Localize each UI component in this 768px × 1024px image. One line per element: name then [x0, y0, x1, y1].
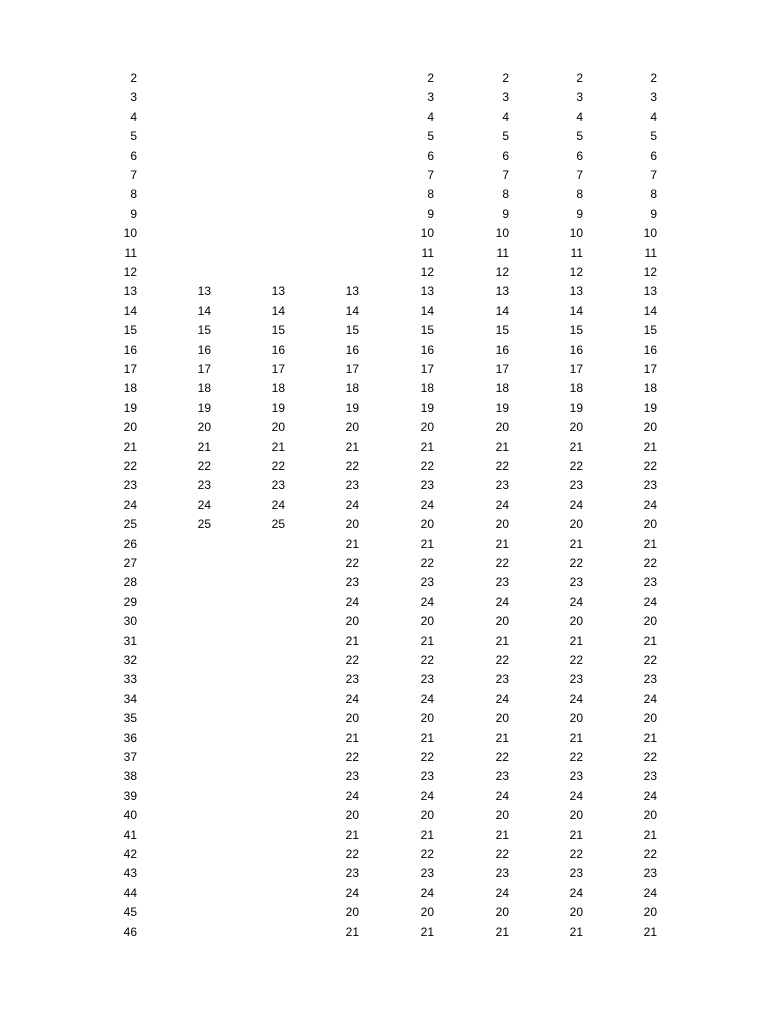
- table-cell: 23: [420, 769, 434, 784]
- table-cell: 13: [495, 284, 509, 299]
- table-cell: 23: [420, 478, 434, 493]
- table-cell: 22: [420, 750, 434, 764]
- table-cell: 23: [123, 478, 137, 493]
- table-cell: 11: [644, 245, 657, 260]
- table-cell: 24: [569, 594, 583, 609]
- table-cell: 3: [650, 90, 657, 105]
- table-cell: 23: [643, 769, 657, 784]
- table-cell: 20: [643, 905, 657, 920]
- table-cell: 6: [502, 148, 509, 163]
- table-cell: 22: [495, 847, 509, 861]
- table-cell: 15: [123, 323, 137, 338]
- table-cell: 21: [420, 827, 434, 842]
- table-cell: 10: [643, 226, 657, 241]
- table-cell: 24: [569, 885, 583, 900]
- table-cell: 20: [420, 614, 434, 629]
- table-cell: 16: [271, 342, 285, 357]
- table-cell: 44: [123, 885, 137, 900]
- table-cell: 23: [345, 769, 359, 784]
- table-cell: 40: [123, 808, 137, 823]
- table-cell: 27: [123, 556, 137, 570]
- table-cell: 20: [345, 517, 359, 532]
- table-cell: 24: [345, 788, 359, 803]
- table-cell: 22: [643, 750, 657, 764]
- table-cell: 22: [197, 459, 211, 473]
- table-cell: 25: [123, 517, 137, 532]
- table-cell: 19: [197, 400, 211, 415]
- table-cell: 21: [495, 730, 509, 745]
- table-cell: 7: [427, 168, 434, 182]
- table-cell: 5: [427, 129, 434, 144]
- table-cell: 24: [420, 691, 434, 706]
- table-cell: 10: [123, 226, 137, 241]
- table-cell: 43: [123, 866, 137, 881]
- table-cell: 16: [495, 342, 509, 357]
- table-cell: 5: [130, 129, 137, 144]
- table-cell: 10: [495, 226, 509, 241]
- table-cell: 23: [345, 478, 359, 493]
- table-cell: 2: [427, 71, 434, 85]
- table-cell: 19: [345, 400, 359, 415]
- table-cell: 18: [345, 381, 359, 396]
- table-cell: 21: [495, 633, 509, 648]
- table-cell: 24: [643, 788, 657, 803]
- table-cell: 38: [123, 769, 137, 784]
- table-cell: 21: [345, 730, 359, 745]
- table-cell: 9: [502, 206, 509, 221]
- table-cell: 12: [123, 265, 137, 279]
- table-cell: 23: [345, 866, 359, 881]
- table-cell: 20: [197, 420, 211, 435]
- table-cell: 17: [345, 362, 359, 376]
- table-cell: 10: [420, 226, 434, 241]
- table-cell: 20: [569, 808, 583, 823]
- table-cell: 23: [420, 575, 434, 590]
- table-cell: 24: [420, 885, 434, 900]
- table-cell: 7: [650, 168, 657, 182]
- table-cell: 7: [130, 168, 137, 182]
- table-cell: 20: [643, 614, 657, 629]
- table-cell: 12: [420, 265, 434, 279]
- table-cell: 4: [130, 109, 137, 124]
- table-cell: 46: [123, 924, 137, 939]
- table-cell: 17: [569, 362, 583, 376]
- table-cell: 17: [197, 362, 211, 376]
- table-cell: 18: [495, 381, 509, 396]
- table-cell: 20: [495, 420, 509, 435]
- table-cell: 6: [650, 148, 657, 163]
- table-cell: 21: [123, 439, 137, 454]
- table-cell: 30: [123, 614, 137, 629]
- table-cell: 15: [569, 323, 583, 338]
- table-cell: 11: [124, 245, 137, 260]
- table-cell: 20: [345, 905, 359, 920]
- table-cell: 4: [502, 109, 509, 124]
- table-cell: 21: [495, 827, 509, 842]
- table-cell: 24: [345, 691, 359, 706]
- table-cell: 20: [643, 420, 657, 435]
- table-cell: 24: [569, 691, 583, 706]
- table-cell: 24: [569, 788, 583, 803]
- table-cell: 12: [643, 265, 657, 279]
- table-cell: 20: [420, 905, 434, 920]
- table-cell: 8: [502, 187, 509, 202]
- table-cell: 22: [420, 653, 434, 667]
- table-cell: 16: [197, 342, 211, 357]
- table-cell: 15: [271, 323, 285, 338]
- table-cell: 22: [643, 653, 657, 667]
- table-cell: 16: [420, 342, 434, 357]
- table-cell: 5: [502, 129, 509, 144]
- table-cell: 29: [123, 594, 137, 609]
- table-cell: 4: [650, 109, 657, 124]
- table-cell: 21: [420, 730, 434, 745]
- table-cell: 3: [502, 90, 509, 105]
- table-cell: 11: [570, 245, 583, 260]
- table-cell: 5: [576, 129, 583, 144]
- table-cell: 24: [643, 691, 657, 706]
- table-cell: 35: [123, 711, 137, 726]
- table-cell: 24: [569, 497, 583, 512]
- table-cell: 22: [569, 750, 583, 764]
- table-cell: 6: [130, 148, 137, 163]
- table-cell: 22: [345, 750, 359, 764]
- table-cell: 22: [271, 459, 285, 473]
- table-cell: 24: [643, 885, 657, 900]
- table-cell: 21: [420, 924, 434, 939]
- table-cell: 17: [123, 362, 137, 376]
- table-cell: 10: [569, 226, 583, 241]
- table-cell: 23: [345, 672, 359, 687]
- table-cell: 19: [643, 400, 657, 415]
- table-cell: 19: [271, 400, 285, 415]
- table-cell: 8: [427, 187, 434, 202]
- table-cell: 22: [643, 556, 657, 570]
- table-cell: 23: [345, 575, 359, 590]
- table-cell: 37: [123, 750, 137, 764]
- table-cell: 16: [345, 342, 359, 357]
- table-cell: 14: [345, 303, 359, 318]
- table-cell: 15: [345, 323, 359, 338]
- table-cell: 20: [345, 420, 359, 435]
- table-cell: 23: [569, 866, 583, 881]
- table-cell: 21: [345, 536, 359, 551]
- table-cell: 18: [123, 381, 137, 396]
- table-cell: 21: [271, 439, 285, 454]
- table-cell: 23: [495, 672, 509, 687]
- table-cell: 20: [495, 905, 509, 920]
- table-cell: 20: [271, 420, 285, 435]
- table-cell: 7: [576, 168, 583, 182]
- table-cell: 22: [569, 459, 583, 473]
- table-cell: 21: [495, 536, 509, 551]
- table-cell: 22: [495, 556, 509, 570]
- table-cell: 23: [495, 478, 509, 493]
- table-cell: 21: [569, 439, 583, 454]
- table-cell: 16: [123, 342, 137, 357]
- table-cell: 20: [345, 808, 359, 823]
- table-cell: 20: [569, 420, 583, 435]
- table-cell: 17: [271, 362, 285, 376]
- table-cell: 22: [495, 750, 509, 764]
- table-cell: 24: [495, 788, 509, 803]
- table-cell: 20: [569, 905, 583, 920]
- table-cell: 16: [569, 342, 583, 357]
- table-cell: 24: [495, 594, 509, 609]
- table-cell: 13: [345, 284, 359, 299]
- table-cell: 13: [420, 284, 434, 299]
- table-cell: 13: [569, 284, 583, 299]
- table-cell: 24: [495, 691, 509, 706]
- table-cell: 9: [130, 206, 137, 221]
- table-cell: 15: [643, 323, 657, 338]
- table-cell: 25: [197, 517, 211, 532]
- table-cell: 15: [495, 323, 509, 338]
- table-cell: 22: [569, 847, 583, 861]
- table-cell: 18: [197, 381, 211, 396]
- table-cell: 18: [569, 381, 583, 396]
- table-cell: 25: [271, 517, 285, 532]
- table-cell: 14: [123, 303, 137, 318]
- table-cell: 21: [569, 536, 583, 551]
- table-cell: 21: [569, 924, 583, 939]
- table-cell: 24: [643, 497, 657, 512]
- table-cell: 7: [502, 168, 509, 182]
- table-cell: 24: [495, 885, 509, 900]
- table-cell: 20: [420, 420, 434, 435]
- table-cell: 20: [569, 614, 583, 629]
- table-cell: 17: [420, 362, 434, 376]
- table-cell: 20: [495, 517, 509, 532]
- table-cell: 22: [495, 459, 509, 473]
- table-cell: 24: [123, 497, 137, 512]
- table-cell: 4: [576, 109, 583, 124]
- table-cell: 18: [420, 381, 434, 396]
- table-cell: 34: [123, 691, 137, 706]
- table-cell: 8: [650, 187, 657, 202]
- table-cell: 2: [502, 71, 509, 85]
- table-cell: 22: [345, 556, 359, 570]
- table-cell: 8: [130, 187, 137, 202]
- table-cell: 24: [345, 594, 359, 609]
- table-cell: 11: [421, 245, 434, 260]
- table-cell: 23: [495, 575, 509, 590]
- table-cell: 24: [420, 594, 434, 609]
- table-cell: 20: [345, 614, 359, 629]
- table-cell: 45: [123, 905, 137, 920]
- table-cell: 13: [271, 284, 285, 299]
- table-cell: 21: [420, 633, 434, 648]
- table-cell: 15: [197, 323, 211, 338]
- table-cell: 21: [643, 730, 657, 745]
- table-cell: 23: [271, 478, 285, 493]
- table-cell: 20: [123, 420, 137, 435]
- table-cell: 39: [123, 788, 137, 803]
- table-cell: 15: [420, 323, 434, 338]
- table-cell: 3: [130, 90, 137, 105]
- table-cell: 23: [420, 866, 434, 881]
- table-cell: 21: [643, 633, 657, 648]
- table-cell: 20: [569, 711, 583, 726]
- table-cell: 23: [643, 672, 657, 687]
- table-cell: 24: [345, 497, 359, 512]
- table-cell: 14: [569, 303, 583, 318]
- table-cell: 20: [643, 517, 657, 532]
- table-cell: 12: [495, 265, 509, 279]
- table-cell: 21: [345, 633, 359, 648]
- table-cell: 21: [495, 924, 509, 939]
- table-cell: 22: [569, 556, 583, 570]
- table-cell: 8: [576, 187, 583, 202]
- table-cell: 21: [643, 439, 657, 454]
- table-cell: 41: [123, 827, 137, 842]
- table-cell: 20: [643, 711, 657, 726]
- table-cell: 20: [345, 711, 359, 726]
- table-cell: 21: [569, 730, 583, 745]
- table-cell: 14: [420, 303, 434, 318]
- table-cell: 21: [197, 439, 211, 454]
- table-cell: 3: [576, 90, 583, 105]
- table-cell: 9: [650, 206, 657, 221]
- table-cell: 2: [130, 71, 137, 85]
- table-cell: 21: [495, 439, 509, 454]
- table-cell: 5: [650, 129, 657, 144]
- table-cell: 21: [345, 924, 359, 939]
- table-cell: 4: [427, 109, 434, 124]
- table-cell: 22: [643, 847, 657, 861]
- table-cell: 17: [495, 362, 509, 376]
- table-cell: 36: [123, 730, 137, 745]
- table-cell: 21: [569, 633, 583, 648]
- table-cell: 19: [495, 400, 509, 415]
- table-cell: 24: [420, 788, 434, 803]
- table-cell: 20: [495, 614, 509, 629]
- table-cell: 22: [643, 459, 657, 473]
- table-cell: 19: [420, 400, 434, 415]
- table-cell: 22: [123, 459, 137, 473]
- table-cell: 12: [569, 265, 583, 279]
- table-cell: 32: [123, 653, 137, 667]
- table-cell: 23: [643, 478, 657, 493]
- table-cell: 13: [197, 284, 211, 299]
- table-cell: 22: [345, 653, 359, 667]
- table-cell: 21: [420, 439, 434, 454]
- table-cell: 23: [420, 672, 434, 687]
- table-cell: 23: [569, 672, 583, 687]
- table-cell: 22: [345, 847, 359, 861]
- table-cell: 20: [569, 517, 583, 532]
- table-cell: 18: [643, 381, 657, 396]
- table-cell: 21: [569, 827, 583, 842]
- table-cell: 21: [345, 439, 359, 454]
- table-cell: 16: [643, 342, 657, 357]
- table-cell: 22: [420, 556, 434, 570]
- table-cell: 20: [495, 808, 509, 823]
- table-cell: 23: [569, 769, 583, 784]
- table-cell: 24: [345, 885, 359, 900]
- table-cell: 2: [576, 71, 583, 85]
- table-cell: 9: [427, 206, 434, 221]
- table-cell: 22: [345, 459, 359, 473]
- table-cell: 13: [123, 284, 137, 299]
- table-cell: 3: [427, 90, 434, 105]
- table-cell: 2: [650, 71, 657, 85]
- table-cell: 20: [420, 808, 434, 823]
- table-cell: 23: [197, 478, 211, 493]
- table-cell: 23: [569, 575, 583, 590]
- table-cell: 23: [495, 769, 509, 784]
- table-cell: 17: [643, 362, 657, 376]
- table-cell: 23: [569, 478, 583, 493]
- table-cell: 24: [197, 497, 211, 512]
- table-cell: 18: [271, 381, 285, 396]
- table-cell: 26: [123, 536, 137, 551]
- table-cell: 19: [123, 400, 137, 415]
- table-cell: 11: [496, 245, 509, 260]
- table-cell: 20: [420, 517, 434, 532]
- table-cell: 22: [420, 847, 434, 861]
- table-cell: 14: [495, 303, 509, 318]
- table-cell: 31: [123, 633, 137, 648]
- table-cell: 21: [643, 827, 657, 842]
- table-cell: 21: [643, 924, 657, 939]
- table-cell: 13: [643, 284, 657, 299]
- table-cell: 22: [420, 459, 434, 473]
- table-cell: 24: [271, 497, 285, 512]
- table-cell: 33: [123, 672, 137, 687]
- table-cell: 24: [420, 497, 434, 512]
- table-cell: 19: [569, 400, 583, 415]
- table-cell: 14: [643, 303, 657, 318]
- table-cell: 23: [643, 866, 657, 881]
- table-cell: 20: [495, 711, 509, 726]
- table-cell: 20: [420, 711, 434, 726]
- table-cell: 14: [271, 303, 285, 318]
- table-cell: 28: [123, 575, 137, 590]
- table-cell: 23: [495, 866, 509, 881]
- table-cell: 14: [197, 303, 211, 318]
- table-cell: 21: [420, 536, 434, 551]
- table-cell: 6: [576, 148, 583, 163]
- table-cell: 21: [643, 536, 657, 551]
- table-cell: 22: [569, 653, 583, 667]
- table-cell: 24: [643, 594, 657, 609]
- table-cell: 42: [123, 847, 137, 861]
- table-cell: 9: [576, 206, 583, 221]
- table-cell: 23: [643, 575, 657, 590]
- table-cell: 20: [643, 808, 657, 823]
- table-cell: 22: [495, 653, 509, 667]
- table-cell: 24: [495, 497, 509, 512]
- table-cell: 6: [427, 148, 434, 163]
- table-cell: 21: [345, 827, 359, 842]
